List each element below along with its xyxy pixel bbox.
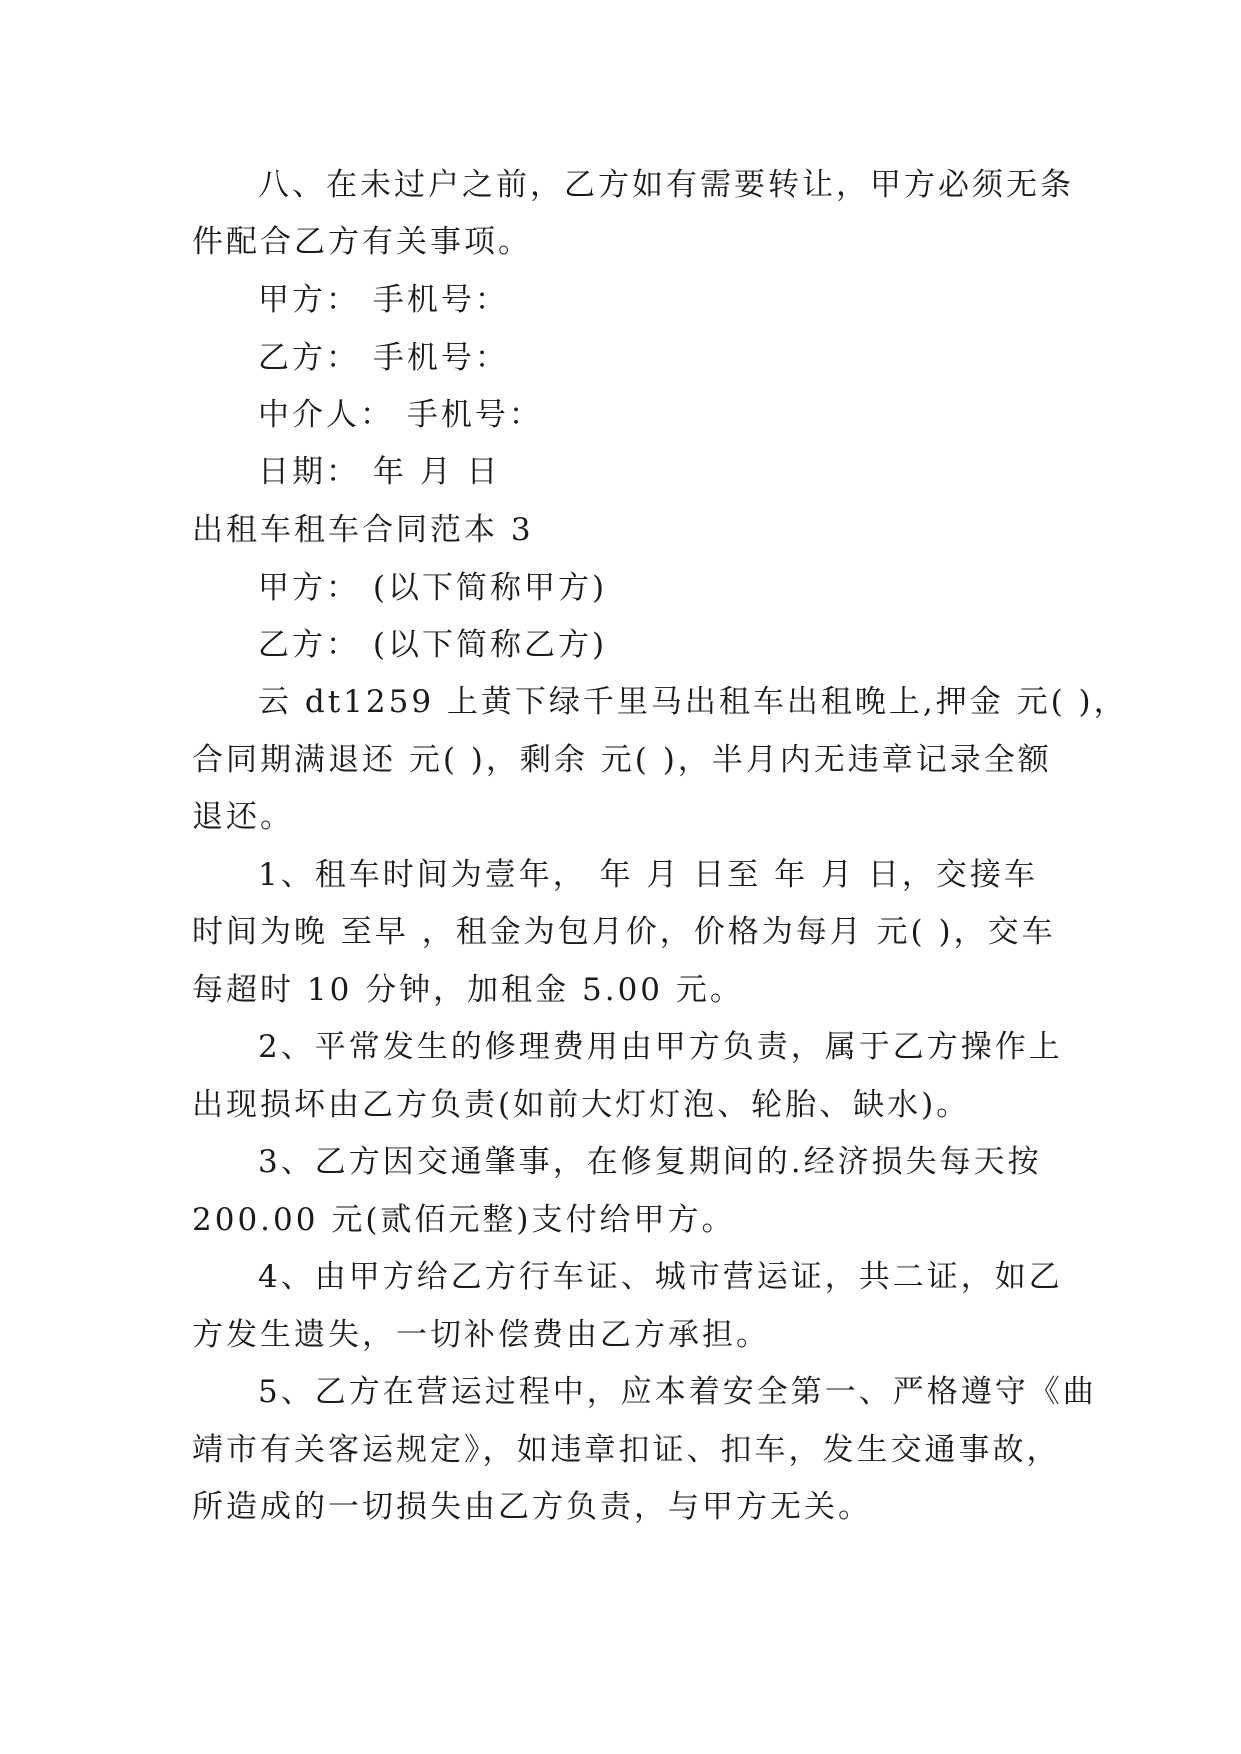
clause-1-line-3: 每超时 10 分钟，加租金 5.00 元。 bbox=[192, 972, 744, 1008]
clause-8-line-2: 件配合乙方有关事项。 bbox=[192, 224, 532, 260]
party-a-line: 甲方： (以下简称甲方) bbox=[258, 570, 608, 606]
clause-2-line-2: 出现损坏由乙方负责(如前大灯灯泡、轮胎、缺水)。 bbox=[192, 1087, 971, 1123]
clause-3-line-1: 3、乙方因交通肇事，在修复期间的.经济损失每天按 bbox=[258, 1144, 1042, 1180]
date-line: 日期： 年 月 日 bbox=[258, 454, 501, 490]
section-title: 出租车租车合同范本 3 bbox=[192, 512, 534, 548]
clause-5-line-2: 靖市有关客运规定》，如违章扣证、扣车，发生交通事故， bbox=[192, 1432, 1061, 1468]
intro-line-1: 云 dt1259 上黄下绿千里马出租车出租晚上,押金 元( )， bbox=[258, 684, 1128, 720]
clause-4-line-1: 4、由甲方给乙方行车证、城市营运证，共二证，如乙 bbox=[258, 1259, 1063, 1295]
clause-5-line-1: 5、乙方在营运过程中，应本着安全第一、严格遵守《曲 bbox=[258, 1374, 1097, 1410]
clause-2-line-1: 2、平常发生的修理费用由甲方负责，属于乙方操作上 bbox=[258, 1029, 1063, 1065]
clause-3-line-2: 200.00 元(贰佰元整)支付给甲方。 bbox=[192, 1202, 736, 1238]
intro-line-3: 退还。 bbox=[192, 799, 294, 835]
party-a-signature-line: 甲方： 手机号： bbox=[258, 282, 509, 318]
intro-line-2: 合同期满退还 元( )，剩余 元( )，半月内无违章记录全额 bbox=[192, 742, 1052, 778]
clause-5-line-3: 所造成的一切损失由乙方负责，与甲方无关。 bbox=[192, 1489, 872, 1525]
party-b-signature-line: 乙方： 手机号： bbox=[258, 340, 509, 376]
intermediary-signature-line: 中介人： 手机号： bbox=[258, 397, 543, 433]
clause-4-line-2: 方发生遗失，一切补偿费由乙方承担。 bbox=[192, 1317, 770, 1353]
clause-8-line-1: 八、在未过户之前，乙方如有需要转让，甲方必须无条 bbox=[258, 167, 1074, 203]
party-b-line: 乙方： (以下简称乙方) bbox=[258, 627, 608, 663]
clause-1-line-2: 时间为晚 至早 ，租金为包月价，价格为每月 元( )，交车 bbox=[192, 914, 1056, 950]
clause-1-line-1: 1、租车时间为壹年， 年 月 日至 年 月 日，交接车 bbox=[258, 857, 1038, 893]
